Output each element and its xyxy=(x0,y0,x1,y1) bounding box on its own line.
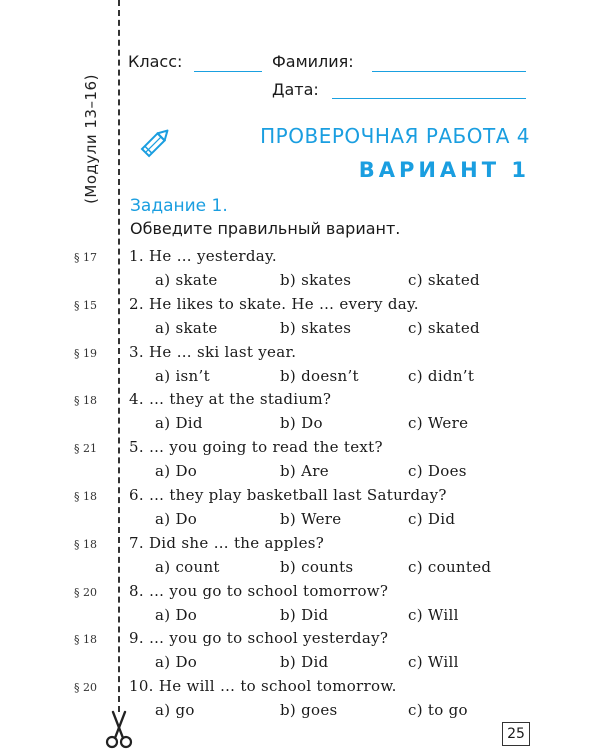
task-instruction: Обведите правильный вариант. xyxy=(130,219,401,238)
page-number: 25 xyxy=(502,722,530,746)
surname-field[interactable] xyxy=(372,71,526,72)
date-field[interactable] xyxy=(332,98,526,99)
option-a[interactable]: a) skate xyxy=(155,318,218,337)
section-ref: § 18 xyxy=(74,537,97,551)
variant-title: ВАРИАНТ 1 xyxy=(358,158,530,182)
option-c[interactable]: c) Will xyxy=(408,605,459,624)
option-a[interactable]: a) isn’t xyxy=(155,366,210,385)
option-c[interactable]: c) skated xyxy=(408,271,480,289)
question-text: 2. He likes to skate. He … every day. xyxy=(129,294,419,313)
option-b[interactable]: b) goes xyxy=(280,701,338,720)
question-item xyxy=(0,579,600,627)
option-c[interactable]: c) skated xyxy=(408,318,480,337)
question-text: 4. … they at the stadium? xyxy=(129,390,332,409)
date-label: Дата: xyxy=(272,80,319,99)
modules-side-label-text: (Модули 13–16) xyxy=(82,74,101,204)
question-item xyxy=(0,435,600,483)
section-ref: § 21 xyxy=(74,442,97,456)
option-c[interactable]: c) to go xyxy=(408,701,468,720)
section-ref: § 18 xyxy=(74,394,97,408)
surname-label: Фамилия: xyxy=(272,52,354,71)
option-c[interactable]: c) didn’t xyxy=(408,366,475,385)
modules-side-label xyxy=(76,54,106,224)
section-ref: § 17 xyxy=(74,251,97,264)
option-c[interactable]: c) Were xyxy=(408,414,469,433)
option-b[interactable]: b) Are xyxy=(280,462,329,481)
question-text: 3. He … ski last year. xyxy=(129,342,297,361)
option-a[interactable]: a) count xyxy=(155,557,220,576)
option-b[interactable]: b) Did xyxy=(280,605,329,624)
question-text: 10. He will … to school tomorrow. xyxy=(129,677,397,696)
option-b[interactable]: b) Did xyxy=(280,653,329,672)
option-a[interactable]: a) Do xyxy=(155,510,198,528)
option-c[interactable]: c) Does xyxy=(408,462,467,481)
option-b[interactable]: b) Were xyxy=(280,510,342,528)
section-ref: § 20 xyxy=(74,585,97,599)
option-a[interactable]: a) Do xyxy=(155,605,198,624)
section-ref: § 15 xyxy=(74,298,97,312)
option-a[interactable]: a) Do xyxy=(155,462,198,481)
option-a[interactable]: a) Do xyxy=(155,653,198,672)
option-c[interactable]: c) Did xyxy=(408,510,456,528)
question-item xyxy=(0,626,600,674)
question-text: 6. … they play basketball last Saturday? xyxy=(129,486,447,504)
question-item xyxy=(0,292,600,340)
question-item xyxy=(0,340,600,388)
option-b[interactable]: b) counts xyxy=(280,557,354,576)
question-text: 5. … you going to read the text? xyxy=(129,438,383,457)
class-label: Класс: xyxy=(128,52,183,71)
question-text: 7. Did she … the apples? xyxy=(129,533,325,552)
option-a[interactable]: a) skate xyxy=(155,271,218,289)
option-b[interactable]: b) Do xyxy=(280,414,323,433)
section-ref: § 18 xyxy=(74,633,97,647)
question-item xyxy=(0,244,600,292)
option-a[interactable]: a) Did xyxy=(155,414,203,433)
option-b[interactable]: b) skates xyxy=(280,271,352,289)
question-text: 8. … you go to school tomorrow? xyxy=(129,581,389,600)
task-label: Задание 1. xyxy=(130,196,228,216)
question-text: 9. … you go to school yesterday? xyxy=(129,629,389,648)
option-b[interactable]: b) skates xyxy=(280,318,352,337)
option-a[interactable]: a) go xyxy=(155,701,195,720)
class-field[interactable] xyxy=(194,71,262,72)
question-item xyxy=(0,387,600,435)
question-text: 1. He … yesterday. xyxy=(129,247,277,265)
question-item xyxy=(0,531,600,579)
section-ref: § 18 xyxy=(74,490,97,503)
question-item xyxy=(0,483,600,531)
option-b[interactable]: b) doesn’t xyxy=(280,366,359,385)
section-ref: § 19 xyxy=(74,346,97,360)
question-item xyxy=(0,674,600,722)
test-title: ПРОВЕРОЧНАЯ РАБОТА 4 xyxy=(260,124,530,148)
section-ref: § 20 xyxy=(74,681,97,695)
option-c[interactable]: c) counted xyxy=(408,557,492,576)
option-c[interactable]: c) Will xyxy=(408,653,459,672)
